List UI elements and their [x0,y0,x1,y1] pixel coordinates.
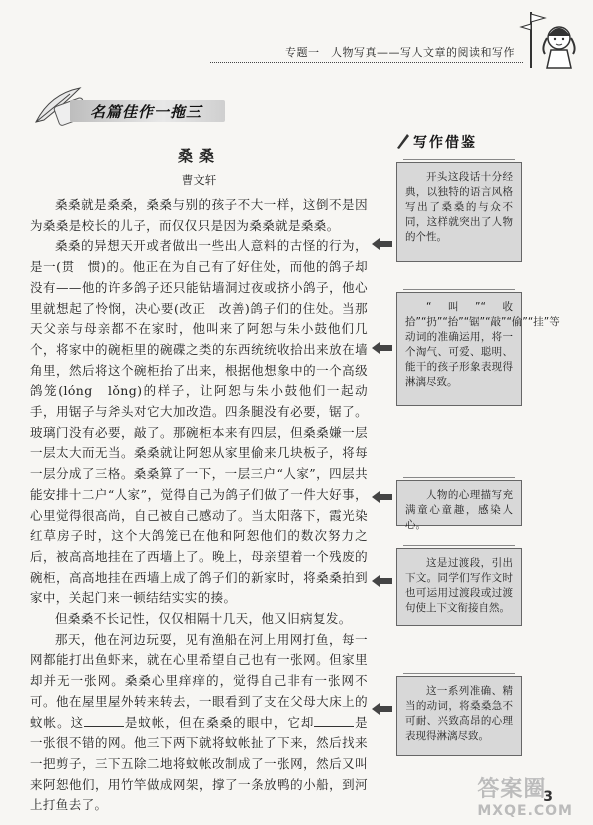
page-number: 3 [543,789,553,805]
note-1 [396,162,522,262]
sidebar-title-label: 写作借鉴 [413,135,477,151]
paragraph-4-part-3: 是一张很不错的网。他三下两下就将蚊帐扯了下来，然后找来一把剪子，三下五除二地将蚊帐改制成了一张网，然后又叫来阿恕他们，用竹竿做成网架，撑了一条放鸭的小船，到河上打鱼去了。 [30,714,368,813]
paragraph-1: 桑桑就是桑桑，桑桑与别的孩子不大一样，这倒不是因为桑桑是校长的儿子，而仅仅只是因为桑桑就是桑桑。 [30,197,368,233]
note-5 [396,676,522,756]
fill-blank-2[interactable] [314,714,354,727]
fill-blank-1[interactable] [84,714,124,727]
paragraph-2: 桑桑的异想天开或者做出一些出人意料的古怪的行为，是一(贯 惯)的。他正在为自己有了好住处，而他的鸽子却没有——他的许多鸽子还只能钻墙洞过夜或挤小鸽子，他心里就想起了怜悯，决心要(改正 改善)鸽子们的住处。当那天父亲与母亲都不在家时，他叫来了阿恕与朱小鼓他们几个，将家中的碗柜里的碗碟之类的东西统统收拾出来放在墙角里，然后将这个碗柜抬了出来，根据他想象中的一个高级鸽笼(lóng lǒng)的样子，让阿恕与朱小鼓他们一起动手，用锯子与斧头对它大加改造。四条腿没有必要，锯了。玻璃门没有必要，敲了。那碗柜本来有四层，但桑桑嫌一层一层太大而无当。桑桑就让阿恕从家里偷来几块板子，将每一层分成了三格。桑桑算了一下，一层三户“人家”，四层共能安排十二户“人家”，觉得自己为鸽子们做了一件大好事，心里觉得很高尚，自己被自己感动了。当太阳落下，霞光染红草房子时，这个大鸽笼已在他和阿恕他们的数次努力之后，被高高地挂在了西墙上了。晚上，母亲望着一个残废的碗柜，高高地挂在西墙上成了鸽子们的新家时，将桑桑拍到家中，关起门来一顿结结实实的揍。 [30,238,368,606]
paragraph-4-part-2: 是蚊帐，但在桑桑的眼中，它却 [124,714,315,730]
paragraph-4 [30,630,368,816]
paragraph-3: 但桑桑不长记性，仅仅相隔十几天，他又旧病复发。 [55,611,352,627]
arrow-left-icon [370,574,394,588]
arrow-left-icon [370,490,394,504]
article-author: 曹文轩 [181,173,217,187]
note-4 [396,548,522,626]
arrow-left-icon [370,237,394,251]
article [30,145,368,816]
watermark [477,772,573,819]
section-banner [30,84,220,126]
note-3-text: 人物的心理描写充满童心童趣，感染人心。 [405,489,513,531]
sidebar-title [395,130,515,152]
paragraph-4-part-1: 那天，他在河边玩耍，见有渔船在河上用网打鱼，每一网都能打出鱼虾来，就在心里希望自己也有一张网。但家里却并无一张网。桑桑心里痒痒的，觉得自己非有一张网不可。他在屋里屋外转来转去，一眼看到了支在父母大床上的蚊帐。这 [30,631,368,730]
pen-icon [395,132,411,150]
header-title: 专题一 人物写真——写人文章的阅读和写作 [285,46,515,59]
note-2-text: “叫”“收拾”“扔”“抬”“锯”“敲”“偷”“挂”等动词的准确运用，将一个淘气、可爱、聪明、能干的孩子形象表现得淋漓尽致。 [405,301,560,388]
mascot-girl-icon [519,8,579,72]
arrow-left-icon [370,702,394,716]
note-4-text: 这是过渡段，引出下文。同学们写作文时也可运用过渡段或过渡句使上下文衔接自然。 [405,557,513,614]
note-5-text: 这一系列准确、精当的动词，将桑桑急不可耐、兴致高昂的心理表现得淋漓尽致。 [405,685,513,742]
watermark-url: MXQE.COM [477,803,573,819]
header-rule [210,62,523,63]
note-1-text: 开头这段话十分经典，以独特的语言风格写出了桑桑的与众不同，这样就突出了人物的个性。 [405,171,513,243]
article-title: 桑桑 [177,147,220,165]
page-header [0,0,593,70]
arrow-left-icon [370,341,394,355]
note-2 [396,292,560,406]
watermark-text: 答案圈 [477,777,547,802]
note-3 [396,480,522,531]
banner-title: 名篇佳作一拖三 [90,103,203,121]
